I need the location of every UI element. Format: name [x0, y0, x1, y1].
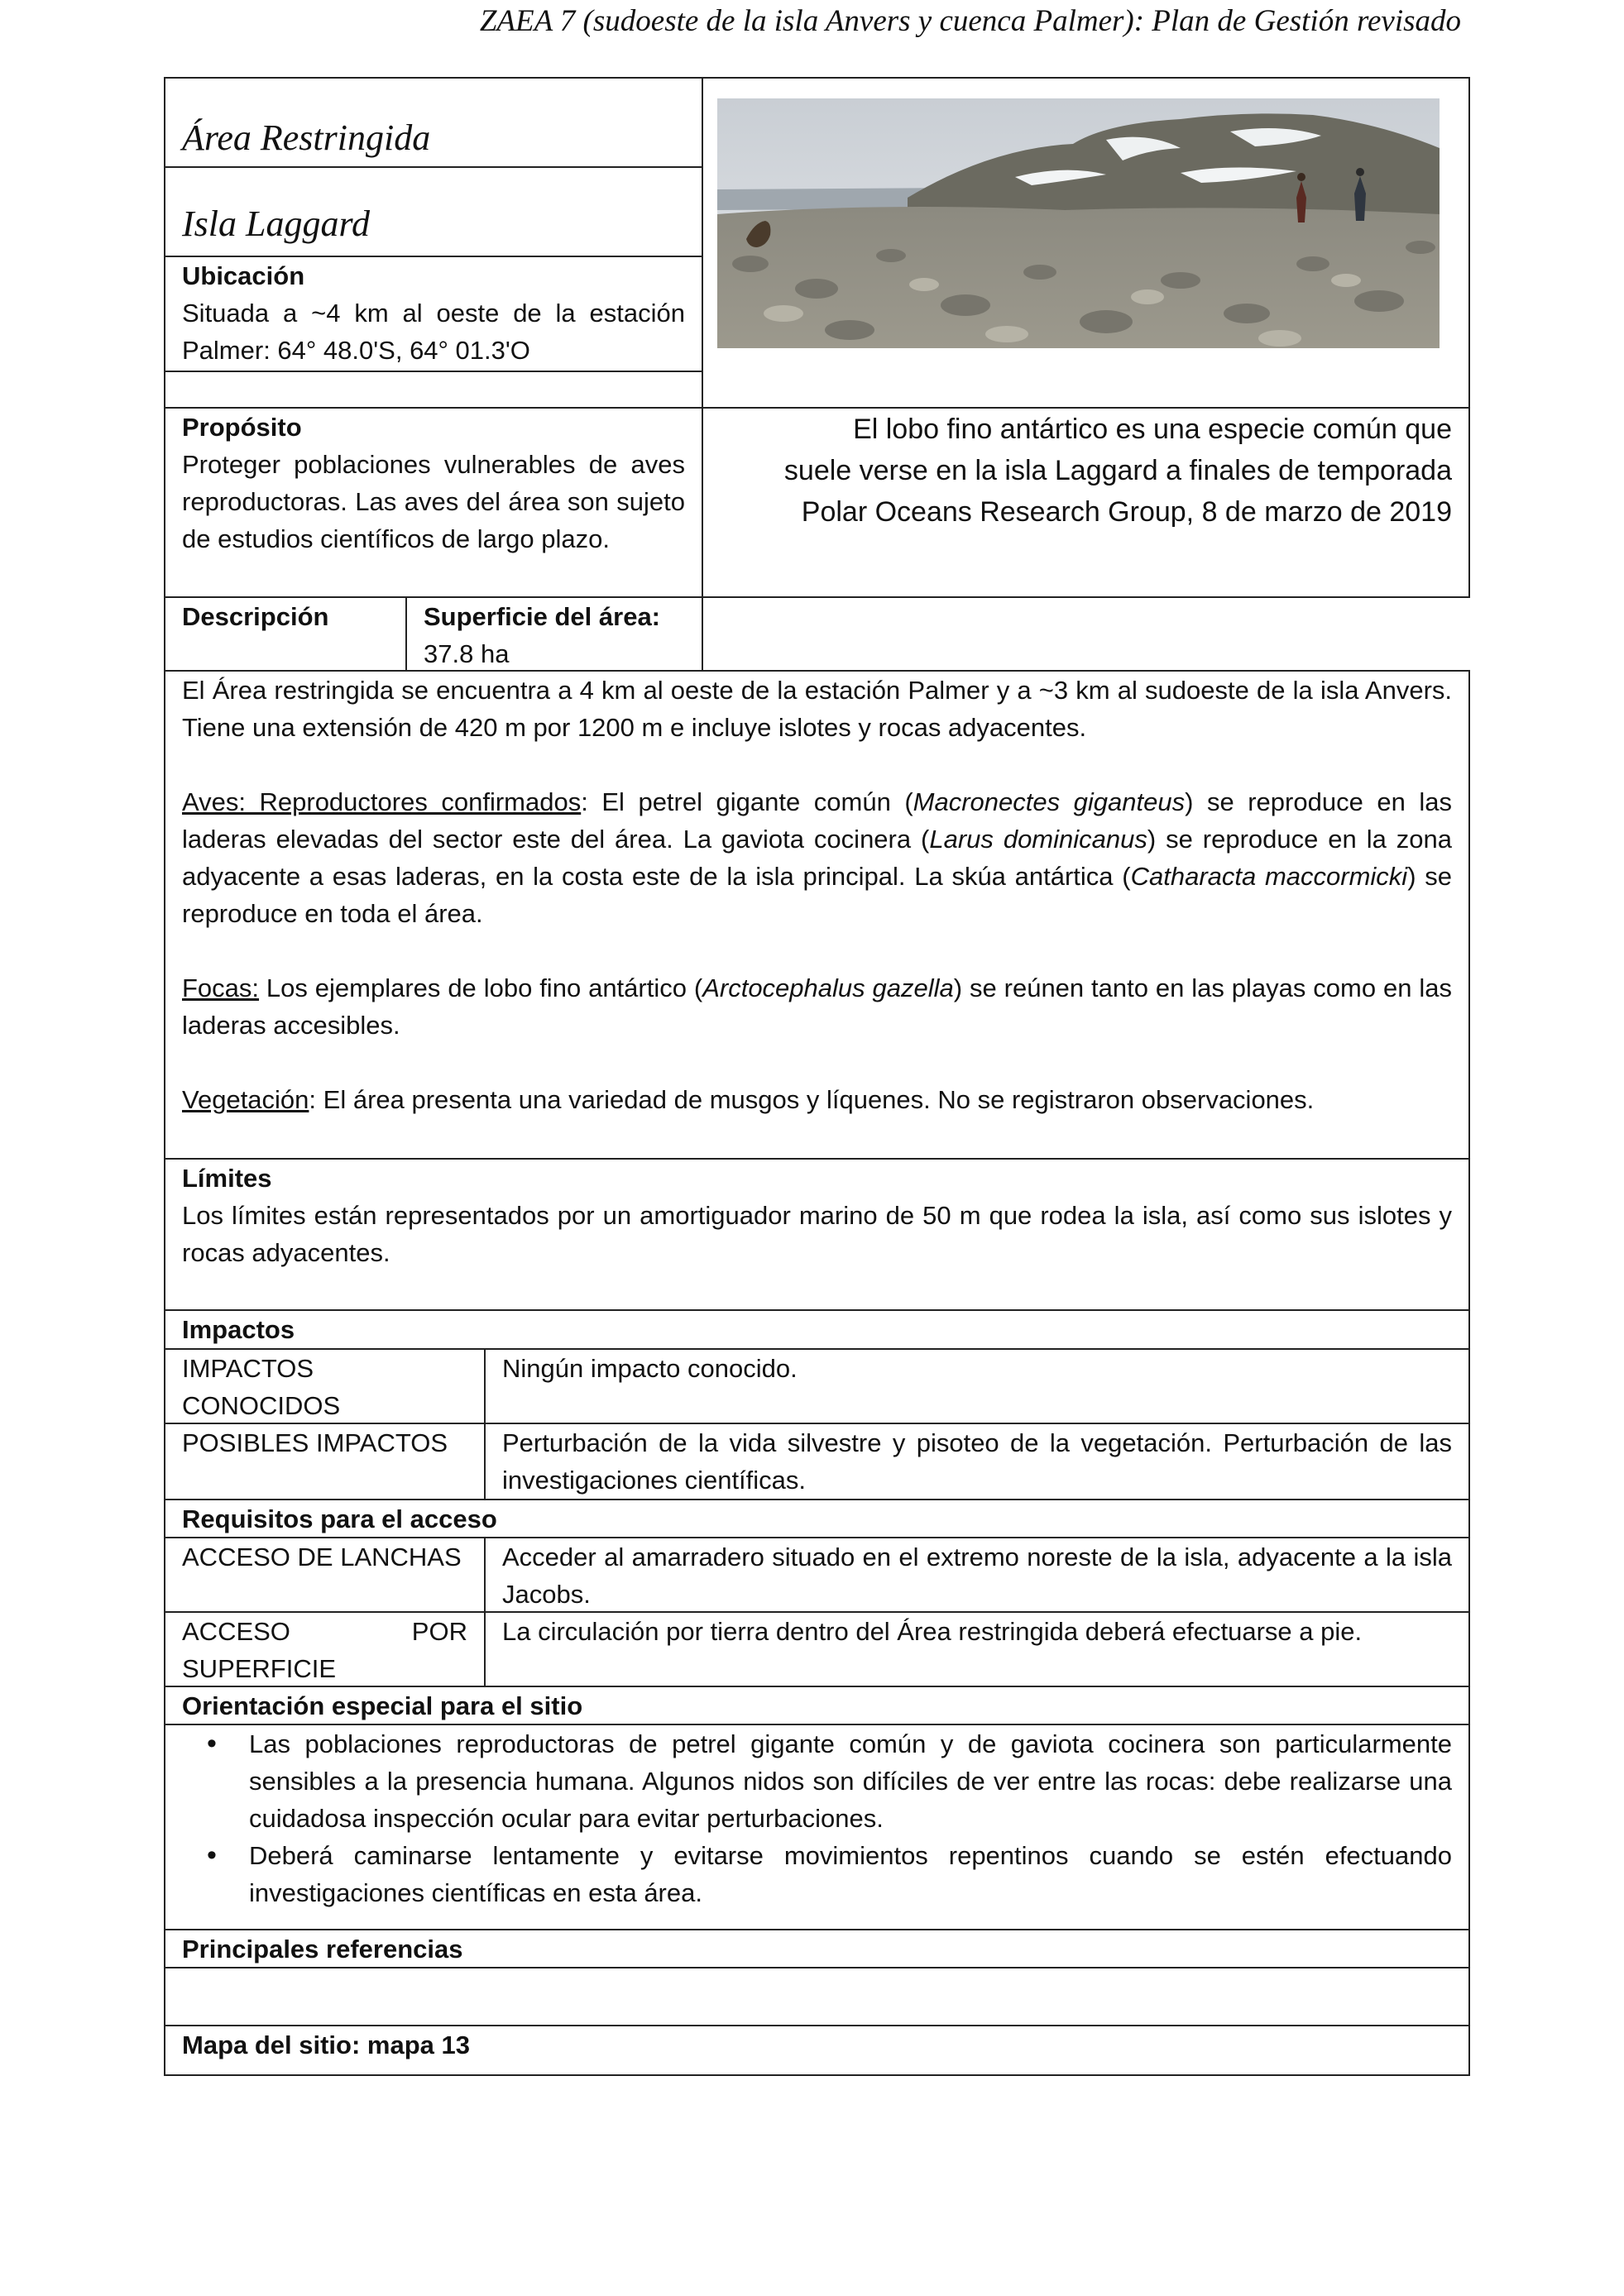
impactos-key-1 [164, 1348, 486, 1424]
acceso-key-2 [164, 1611, 486, 1687]
referencias-label: Principales referencias [182, 1935, 463, 1964]
photo-caption-cell [702, 407, 1470, 598]
impactos-label: Impactos [182, 1315, 295, 1344]
spacer-cell [164, 371, 703, 409]
acceso-value-1-text: Acceder al amarradero situado en el extremo noreste de la isla, adyacente a la isla Jacobs. [502, 1543, 1452, 1609]
referencias-header-cell [164, 1929, 1470, 1968]
photo-cell [702, 77, 1470, 409]
acceso-value-1 [484, 1537, 1470, 1613]
descripcion-intro: El Área restringida se encuentra a 4 km al oeste de la estación Palmer y a ~3 km al sudoeste de la isla Anvers. Tiene una extensión de 420 m por 1200 m e incluye islotes y rocas adyacentes. [182, 676, 1452, 742]
superficie-cell [405, 596, 703, 672]
aves-text-3: ) se reproduce en la zona adyacente a esas laderas, en la costa este de la isla principal. La skúa antártica ( [182, 825, 1452, 891]
aves-text-1: : El petrel gigante común ( [581, 787, 913, 816]
descripcion-body-cell [164, 670, 1470, 1160]
acceso-key-1 [164, 1537, 486, 1613]
limites-text: Los límites están representados por un amortiguador marino de 50 m que rodea la isla, así como sus islotes y rocas adyacentes. [182, 1201, 1452, 1267]
proposito-cell [164, 407, 703, 598]
running-header: ZAEA 7 (sudoeste de la isla Anvers y cuenca Palmer): Plan de Gestión revisado [479, 4, 1461, 38]
aves-text-4: ) se reproduce en toda el área. [182, 862, 1452, 928]
site-photo [717, 98, 1440, 348]
mapa-cell [164, 2025, 1470, 2076]
vegetacion-label: Vegetación [182, 1085, 309, 1114]
acceso-value-2-text: La circulación por tierra dentro del Área restringida deberá efectuarse a pie. [502, 1617, 1363, 1646]
aves-text-2: ) se reproduce en las laderas elevadas del sector este del área. La gaviota cocinera ( [182, 787, 1452, 854]
species-larus: Larus dominicanus [929, 825, 1147, 854]
orientacion-item-2: • Deberá caminarse lentamente y evitarse movimientos repentinos cuando se estén efectuando investigaciones científicas en esta área. [182, 1837, 1452, 1911]
superficie-value: 37.8 ha [424, 639, 510, 668]
impactos-value-2-text: Perturbación de la vida silvestre y pisoteo de la vegetación. Perturbación de las investigaciones científicas. [502, 1428, 1452, 1495]
impactos-header-cell [164, 1309, 1470, 1350]
acceso-value-2 [484, 1611, 1470, 1687]
species-macronectes: Macronectes giganteus [913, 787, 1186, 816]
ubicacion-cell [164, 256, 703, 372]
focas-paragraph [182, 969, 1452, 1044]
superficie-label: Superficie del área: [424, 602, 661, 631]
site-name-cell [164, 166, 703, 257]
photo-caption-line-3: Polar Oceans Research Group, 8 de marzo de 2019 [801, 496, 1452, 528]
photo-caption-line-1: El lobo fino antártico es una especie común que [853, 414, 1452, 445]
descripcion-label: Descripción [182, 602, 329, 631]
ubicacion-label: Ubicación [182, 261, 305, 290]
acceso-header-cell [164, 1499, 1470, 1538]
species-arctocephalus: Arctocephalus gazella [702, 973, 954, 1002]
descripcion-label-cell [164, 596, 407, 672]
acceso-key-1-text: ACCESO DE LANCHAS [182, 1543, 462, 1571]
impactos-key-2 [164, 1423, 486, 1500]
limites-cell [164, 1158, 1470, 1311]
limites-label: Límites [182, 1164, 272, 1193]
orientacion-item-1: • Las poblaciones reproductoras de petrel gigante común y de gaviota cocinera son particularmente sensibles a la presencia humana. Algunos nidos son difíciles de ver entre las rocas: debe realizarse una cuidadosa inspección ocular para evitar perturbaciones. [182, 1725, 1452, 1837]
acceso-key-2-text: ACCESO POR SUPERFICIE [182, 1617, 467, 1683]
orientacion-label: Orientación especial para el sitio [182, 1691, 583, 1720]
area-category-cell [164, 77, 703, 168]
proposito-label: Propósito [182, 413, 302, 442]
species-catharacta: Catharacta maccormicki [1130, 862, 1408, 891]
focas-text-1: Los ejemplares de lobo fino antártico ( [259, 973, 703, 1002]
aves-paragraph [182, 783, 1452, 932]
mapa-label: Mapa del sitio: mapa 13 [182, 2031, 470, 2059]
impactos-key-1-text: IMPACTOS CONOCIDOS [182, 1354, 341, 1420]
acceso-label: Requisitos para el acceso [182, 1504, 497, 1533]
vegetacion-text: : El área presenta una variedad de musgos y líquenes. No se registraron observaciones. [309, 1085, 1315, 1114]
impactos-value-1 [484, 1348, 1470, 1424]
proposito-text: Proteger poblaciones vulnerables de aves reproductoras. Las aves del área son sujeto de estudios científicos de largo plazo. [182, 450, 685, 553]
orientacion-header-cell [164, 1686, 1470, 1725]
focas-label: Focas: [182, 973, 260, 1002]
vegetacion-paragraph [182, 1081, 1452, 1118]
aves-label: Aves: Reproductores confirmados [182, 787, 582, 816]
photo-caption-line-2: suele verse en la isla Laggard a finales de temporada [783, 455, 1452, 486]
impactos-value-1-text: Ningún impacto conocido. [502, 1354, 798, 1383]
ubicacion-text: Situada a ~4 km al oeste de la estación Palmer: 64° 48.0'S, 64° 01.3'O [182, 299, 685, 365]
focas-text-2: ) se reúnen tanto en las playas como en las laderas accesibles. [182, 973, 1452, 1040]
referencias-empty-cell [164, 1967, 1470, 2026]
orientacion-list-cell [164, 1724, 1470, 1930]
site-table [164, 77, 1470, 2076]
site-name: Isla Laggard [182, 203, 370, 244]
impactos-value-2 [484, 1423, 1470, 1500]
area-category: Área Restringida [182, 117, 431, 158]
impactos-key-2-text: POSIBLES IMPACTOS [182, 1428, 448, 1457]
